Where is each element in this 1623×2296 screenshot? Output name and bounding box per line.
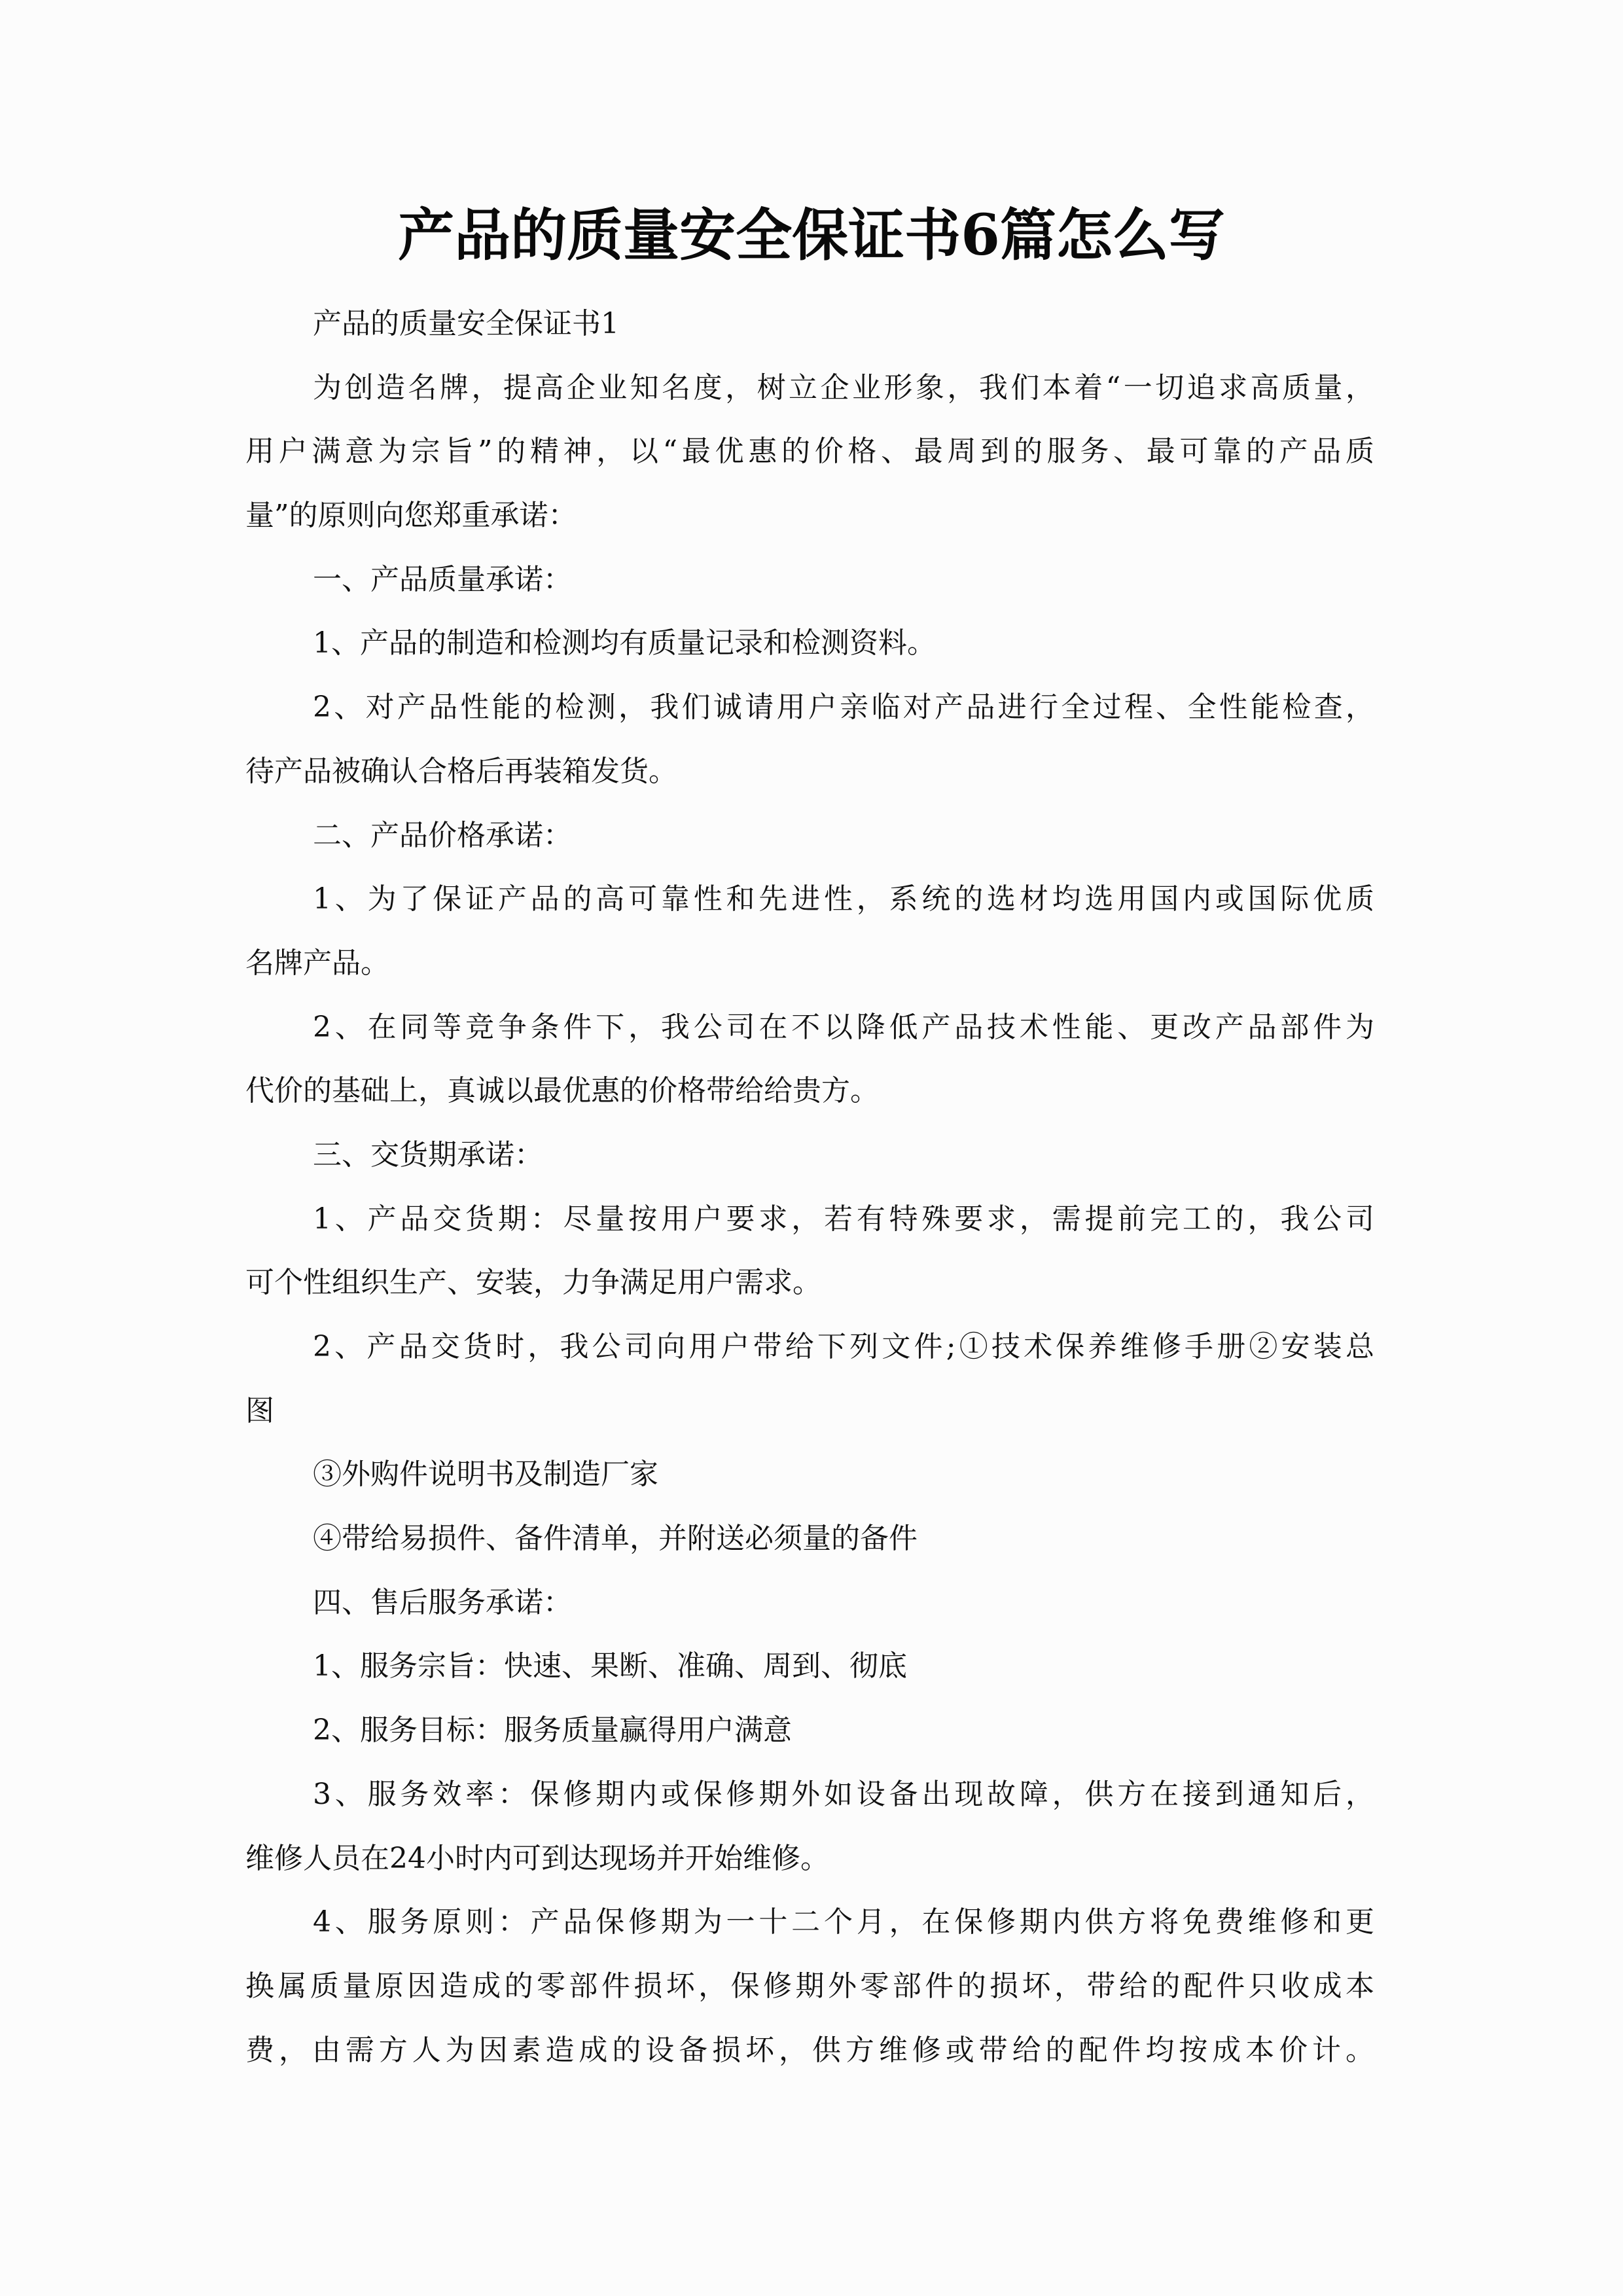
list-item-continuation: 换属质量原因造成的零部件损坏，保修期外零部件的损坏，带给的配件只收成本 bbox=[245, 1969, 1374, 2003]
paragraph-line: 量”的原则向您郑重承诺： bbox=[245, 499, 577, 533]
list-item: 2、在同等竞争条件下，我公司在不以降低产品技术性能、更改产品部件为 bbox=[313, 1010, 1374, 1044]
section-heading: 三、交货期承诺： bbox=[313, 1138, 543, 1172]
section-heading: 二、产品价格承诺： bbox=[313, 818, 572, 852]
list-item: 1、产品的制造和检测均有质量记录和检测资料。 bbox=[313, 626, 936, 660]
list-item: 2、对产品性能的检测，我们诚请用户亲临对产品进行全过程、全性能检查， bbox=[313, 691, 1374, 725]
list-item-continuation: 维修人员在24小时内可到达现场并开始维修。 bbox=[245, 1841, 829, 1875]
paragraph-line: 为创造名牌，提高企业知名度，树立企业形象，我们本着“一切追求高质量， bbox=[313, 370, 1374, 404]
section-heading: 四、售后服务承诺： bbox=[313, 1585, 572, 1619]
list-item: 2、产品交货时，我公司向用户带给下列文件;①技术保养维修手册②安装总 bbox=[313, 1330, 1374, 1363]
list-item-continuation: 图 bbox=[245, 1393, 274, 1427]
section-heading: 一、产品质量承诺： bbox=[313, 562, 572, 596]
paragraph-line: 用户满意为宗旨”的精神，以“最优惠的价格、最周到的服务、最可靠的产品质 bbox=[245, 435, 1374, 469]
list-item: ③外购件说明书及制造厂家 bbox=[313, 1458, 658, 1492]
list-item-continuation: 可个性组织生产、安装，力争满足用户需求。 bbox=[245, 1266, 821, 1300]
list-item-continuation: 费，由需方人为因素造成的设备损坏，供方维修或带给的配件均按成本价计。 bbox=[245, 2033, 1374, 2067]
list-item: 1、产品交货期：尽量按用户要求，若有特殊要求，需提前完工的，我公司 bbox=[313, 1202, 1374, 1236]
list-item: ④带给易损件、备件清单，并附送必须量的备件 bbox=[313, 1522, 918, 1556]
list-item-continuation: 代价的基础上，真诚以最优惠的价格带给给贵方。 bbox=[245, 1074, 879, 1108]
list-item: 3、服务效率：保修期内或保修期外如设备出现故障，供方在接到通知后， bbox=[313, 1777, 1374, 1811]
list-item: 1、为了保证产品的高可靠性和先进性，系统的选材均选用国内或国际优质 bbox=[313, 882, 1374, 916]
document-title: 产品的质量安全保证书6篇怎么写 bbox=[398, 202, 1225, 268]
list-item-continuation: 名牌产品。 bbox=[245, 946, 389, 980]
document-body bbox=[245, 292, 1374, 2082]
list-item-continuation: 待产品被确认合格后再装箱发货。 bbox=[245, 754, 677, 788]
list-item: 4、服务原则：产品保修期为一十二个月，在保修期内供方将免费维修和更 bbox=[313, 1905, 1374, 1939]
section-subtitle: 产品的质量安全保证书1 bbox=[313, 307, 619, 340]
list-item: 1、服务宗旨：快速、果断、准确、周到、彻底 bbox=[313, 1649, 907, 1683]
list-item: 2、服务目标：服务质量赢得用户满意 bbox=[313, 1713, 792, 1748]
